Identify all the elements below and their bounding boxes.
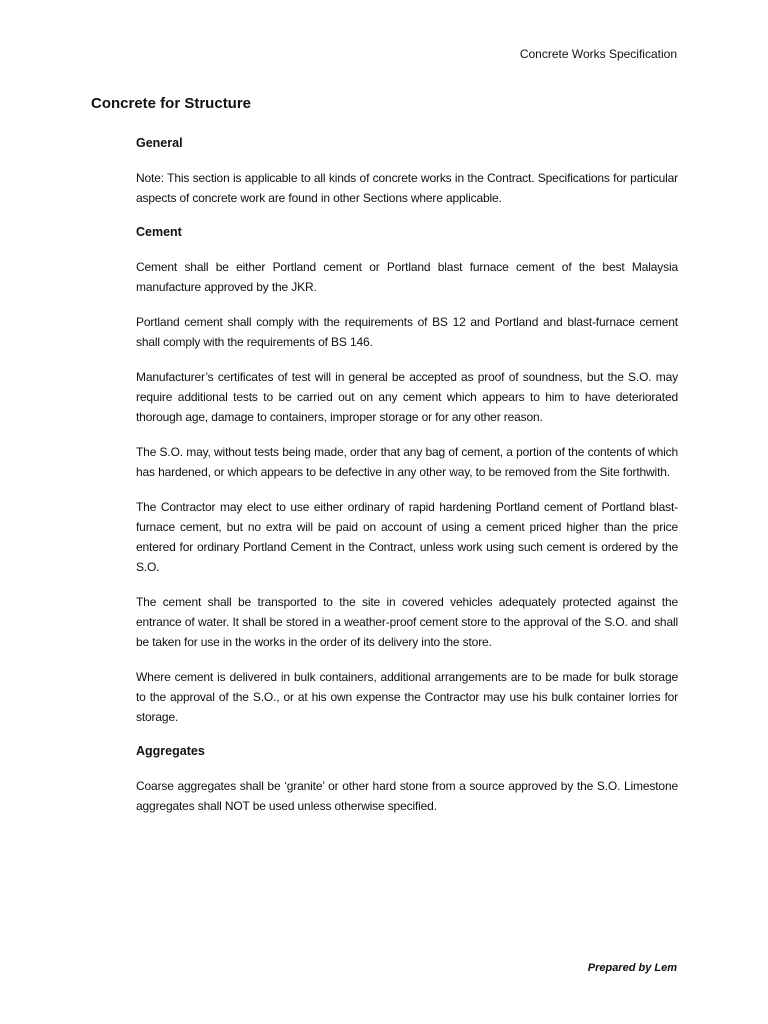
section-heading-general: General	[136, 136, 183, 150]
paragraph-cement-bulk: Where cement is delivered in bulk containers, additional arrangements are to be made for bulk storage to the approval of the S.O., or at his own expense the Contractor may use his bulk container lorries for storage.	[136, 670, 678, 724]
paragraph-general-note: Note: This section is applicable to all kinds of concrete works in the Contract. Specifications for particular aspects of concrete work are found in other Sections where applicable.	[136, 171, 678, 205]
paragraph-aggregates-coarse: Coarse aggregates shall be ‘granite’ or other hard stone from a source approved by the S.O. Limestone aggregates shall NOT be used unless otherwise specified.	[136, 779, 678, 813]
paragraph-cement-transport: The cement shall be transported to the site in covered vehicles adequately protected against the entrance of water. It shall be stored in a weather-proof cement store to the approval of the S.O. and shall be taken for use in the works in the order of its delivery into the store.	[136, 595, 678, 649]
paragraph-cement-type: Cement shall be either Portland cement or Portland blast furnace cement of the best Malaysia manufacture approved by the JKR.	[136, 260, 678, 294]
paragraph-cement-certificates: Manufacturer’s certificates of test will in general be accepted as proof of soundness, but the S.O. may require additional tests to be carried out on any cement which appears to him to have deteriorated thorough age, damage to containers, improper storage or for any other reason.	[136, 370, 678, 424]
section-heading-cement: Cement	[136, 225, 182, 239]
prepared-by-footer: Prepared by Lem	[587, 962, 677, 974]
section-heading-aggregates: Aggregates	[136, 744, 205, 758]
paragraph-cement-standards: Portland cement shall comply with the requirements of BS 12 and Portland and blast-furnace cement shall comply with the requirements of BS 146.	[136, 315, 678, 349]
running-header: Concrete Works Specification	[519, 47, 677, 61]
document-title: Concrete for Structure	[91, 95, 252, 112]
document-body	[136, 134, 678, 831]
paragraph-cement-removal: The S.O. may, without tests being made, order that any bag of cement, a portion of the contents of which has hardened, or which appears to be defective in any other way, to be removed from the Site forthwith.	[136, 445, 678, 479]
paragraph-cement-choice: The Contractor may elect to use either ordinary of rapid hardening Portland cement of Portland blast-furnace cement, but no extra will be paid on account of using a cement priced higher than the price entered for ordinary Portland Cement in the Contract, unless work using such cement is ordered by the S.O.	[136, 500, 678, 574]
